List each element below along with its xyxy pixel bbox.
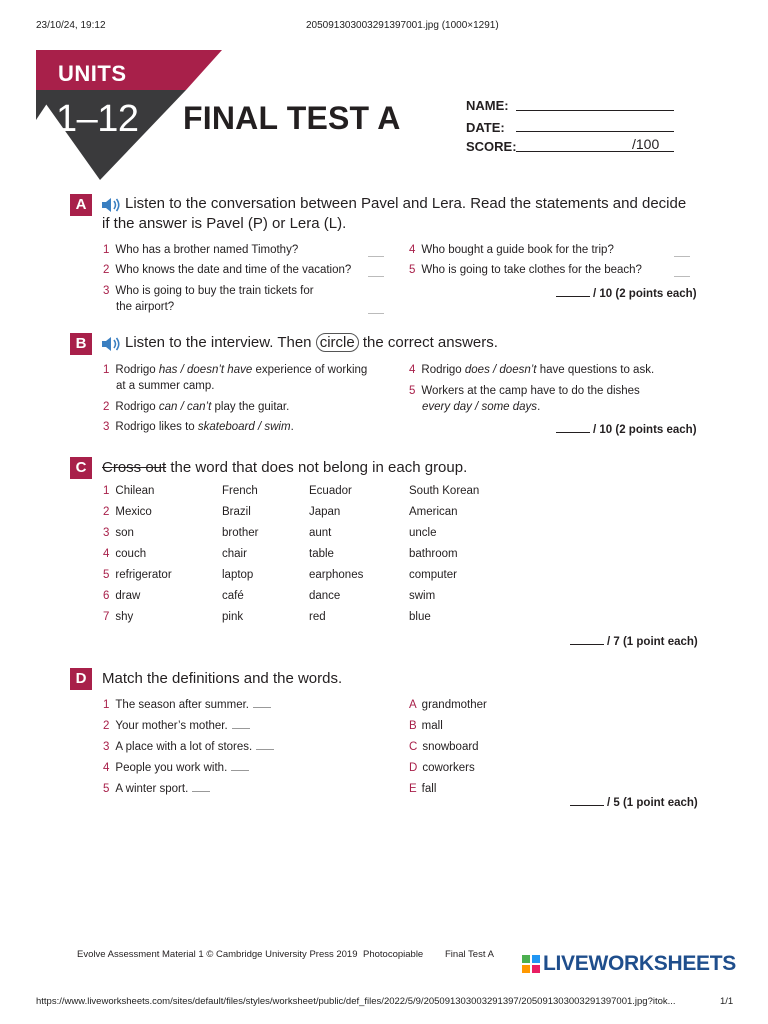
group-row: 1 Chilean: [103, 485, 155, 497]
word-option[interactable]: French: [222, 485, 258, 497]
section-d-title: Match the definitions and the words.: [102, 670, 343, 687]
section-a-item-3-cont: the airport?: [116, 301, 175, 313]
definition-item: 4 People you work with.: [103, 760, 249, 776]
print-page-number: 1/1: [720, 996, 734, 1007]
section-b-item-5: 5 Workers at the camp have to do the dishes: [409, 385, 640, 397]
match-word: E fall: [409, 783, 437, 795]
page-title: FINAL TEST A: [183, 100, 401, 136]
date-label: DATE:: [466, 120, 505, 135]
answer-blank[interactable]: [674, 256, 690, 257]
match-word: D coworkers: [409, 762, 475, 774]
word-option[interactable]: table: [309, 548, 334, 560]
section-a-item-2: 2 Who knows the date and time of the vacation?: [103, 264, 352, 276]
word-option[interactable]: pink: [222, 611, 244, 623]
section-a-points: / 10 (2 points each): [556, 288, 697, 300]
footer-copyright: Evolve Assessment Material 1 © Cambridge University Press 2019: [77, 949, 358, 960]
date-field[interactable]: [516, 131, 674, 132]
word-option[interactable]: aunt: [309, 527, 332, 539]
definition-item: 3 A place with a lot of stores.: [103, 739, 274, 755]
answer-blank[interactable]: [368, 256, 384, 257]
word-option[interactable]: blue: [409, 611, 431, 623]
footer-photocopiable: Photocopiable: [363, 949, 424, 960]
answer-blank[interactable]: [232, 728, 250, 729]
word-option[interactable]: brother: [222, 527, 259, 539]
word-option[interactable]: computer: [409, 569, 457, 581]
section-c-badge: C: [70, 457, 92, 479]
audio-speaker-icon[interactable]: [101, 197, 121, 213]
match-word: C snowboard: [409, 741, 479, 753]
section-a-item-4: 4 Who bought a guide book for the trip?: [409, 244, 614, 256]
answer-blank[interactable]: [368, 313, 384, 314]
answer-blank[interactable]: [368, 276, 384, 277]
section-b-item-3: 3 Rodrigo likes to skateboard / swim.: [103, 421, 294, 433]
group-row: 2 Mexico: [103, 506, 152, 518]
word-option[interactable]: Brazil: [222, 506, 251, 518]
word-option[interactable]: draw: [115, 590, 141, 602]
section-a-title-line1: Listen to the conversation between Pavel and Lera. Read the statements and decide: [125, 195, 687, 212]
print-url: https://www.liveworksheets.com/sites/default/files/styles/worksheet/public/def_files/2022/5/9/205091303003291397/205091303003291397001.jpg?itok...: [36, 996, 676, 1007]
word-option[interactable]: son: [115, 527, 134, 539]
print-datetime: 23/10/24, 19:12: [36, 20, 106, 31]
footer-test-name: Final Test A: [445, 949, 494, 960]
word-option[interactable]: chair: [222, 548, 247, 560]
section-b-item-5-cont: every day / some days.: [422, 401, 541, 413]
liveworksheets-logo[interactable]: LIVEWORKSHEETS: [543, 952, 736, 975]
word-option[interactable]: swim: [409, 590, 436, 602]
word-option[interactable]: uncle: [409, 527, 437, 539]
section-c-title: Cross out the word that does not belong in each group.: [102, 459, 468, 476]
section-d-points: / 5 (1 point each): [570, 797, 698, 809]
section-b-item-1: 1 Rodrigo has / doesn’t have experience of working: [103, 364, 368, 376]
word-option[interactable]: Mexico: [115, 506, 152, 518]
word-option[interactable]: Ecuador: [309, 485, 352, 497]
word-option[interactable]: dance: [309, 590, 341, 602]
section-c-points: / 7 (1 point each): [570, 636, 698, 648]
word-option[interactable]: couch: [115, 548, 147, 560]
answer-blank[interactable]: [192, 791, 210, 792]
section-a-item-5: 5 Who is going to take clothes for the beach?: [409, 264, 642, 276]
section-b-title: Listen to the interview. Then circle the correct answers.: [125, 334, 498, 351]
section-a-title-line2: if the answer is Pavel (P) or Lera (L).: [102, 215, 347, 232]
match-word: A grandmother: [409, 699, 487, 711]
word-option[interactable]: Japan: [309, 506, 341, 518]
word-option[interactable]: red: [309, 611, 326, 623]
word-option[interactable]: laptop: [222, 569, 254, 581]
group-row: 4 couch: [103, 548, 147, 560]
audio-speaker-icon[interactable]: [101, 336, 121, 352]
word-option[interactable]: South Korean: [409, 485, 480, 497]
word-option[interactable]: refrigerator: [115, 569, 172, 581]
answer-blank[interactable]: [256, 749, 274, 750]
units-range: 1–12: [56, 98, 139, 140]
match-word: B mall: [409, 720, 443, 732]
section-b-item-2: 2 Rodrigo can / can’t play the guitar.: [103, 401, 290, 413]
liveworksheets-logo-icon: [522, 955, 540, 973]
answer-blank[interactable]: [674, 276, 690, 277]
group-row: 7 shy: [103, 611, 134, 623]
answer-blank[interactable]: [231, 770, 249, 771]
answer-blank[interactable]: [253, 707, 271, 708]
section-b-badge: B: [70, 333, 92, 355]
units-label: UNITS: [58, 61, 127, 86]
score-label: SCORE:: [466, 139, 517, 154]
definition-item: 2 Your mother’s mother.: [103, 718, 250, 734]
section-d-badge: D: [70, 668, 92, 690]
group-row: 3 son: [103, 527, 134, 539]
name-field[interactable]: [516, 110, 674, 111]
name-label: NAME:: [466, 98, 509, 113]
word-option[interactable]: café: [222, 590, 244, 602]
definition-item: 5 A winter sport.: [103, 781, 210, 797]
word-option[interactable]: bathroom: [409, 548, 458, 560]
word-option[interactable]: Chilean: [115, 485, 155, 497]
word-option[interactable]: American: [409, 506, 458, 518]
section-b-item-1-cont: at a summer camp.: [116, 380, 215, 392]
print-file-title: 205091303003291397001.jpg (1000×1291): [306, 20, 499, 31]
section-a-item-3: 3 Who is going to buy the train tickets for: [103, 285, 314, 297]
definition-item: 1 The season after summer.: [103, 697, 271, 713]
word-option[interactable]: earphones: [309, 569, 364, 581]
group-row: 6 draw: [103, 590, 141, 602]
group-row: 5 refrigerator: [103, 569, 172, 581]
score-total: /100: [632, 136, 660, 152]
section-a-item-1: 1 Who has a brother named Timothy?: [103, 244, 299, 256]
section-b-item-4: 4 Rodrigo does / doesn’t have questions to ask.: [409, 364, 655, 376]
section-b-points: / 10 (2 points each): [556, 424, 697, 436]
word-option[interactable]: shy: [115, 611, 134, 623]
section-a-badge: A: [70, 194, 92, 216]
